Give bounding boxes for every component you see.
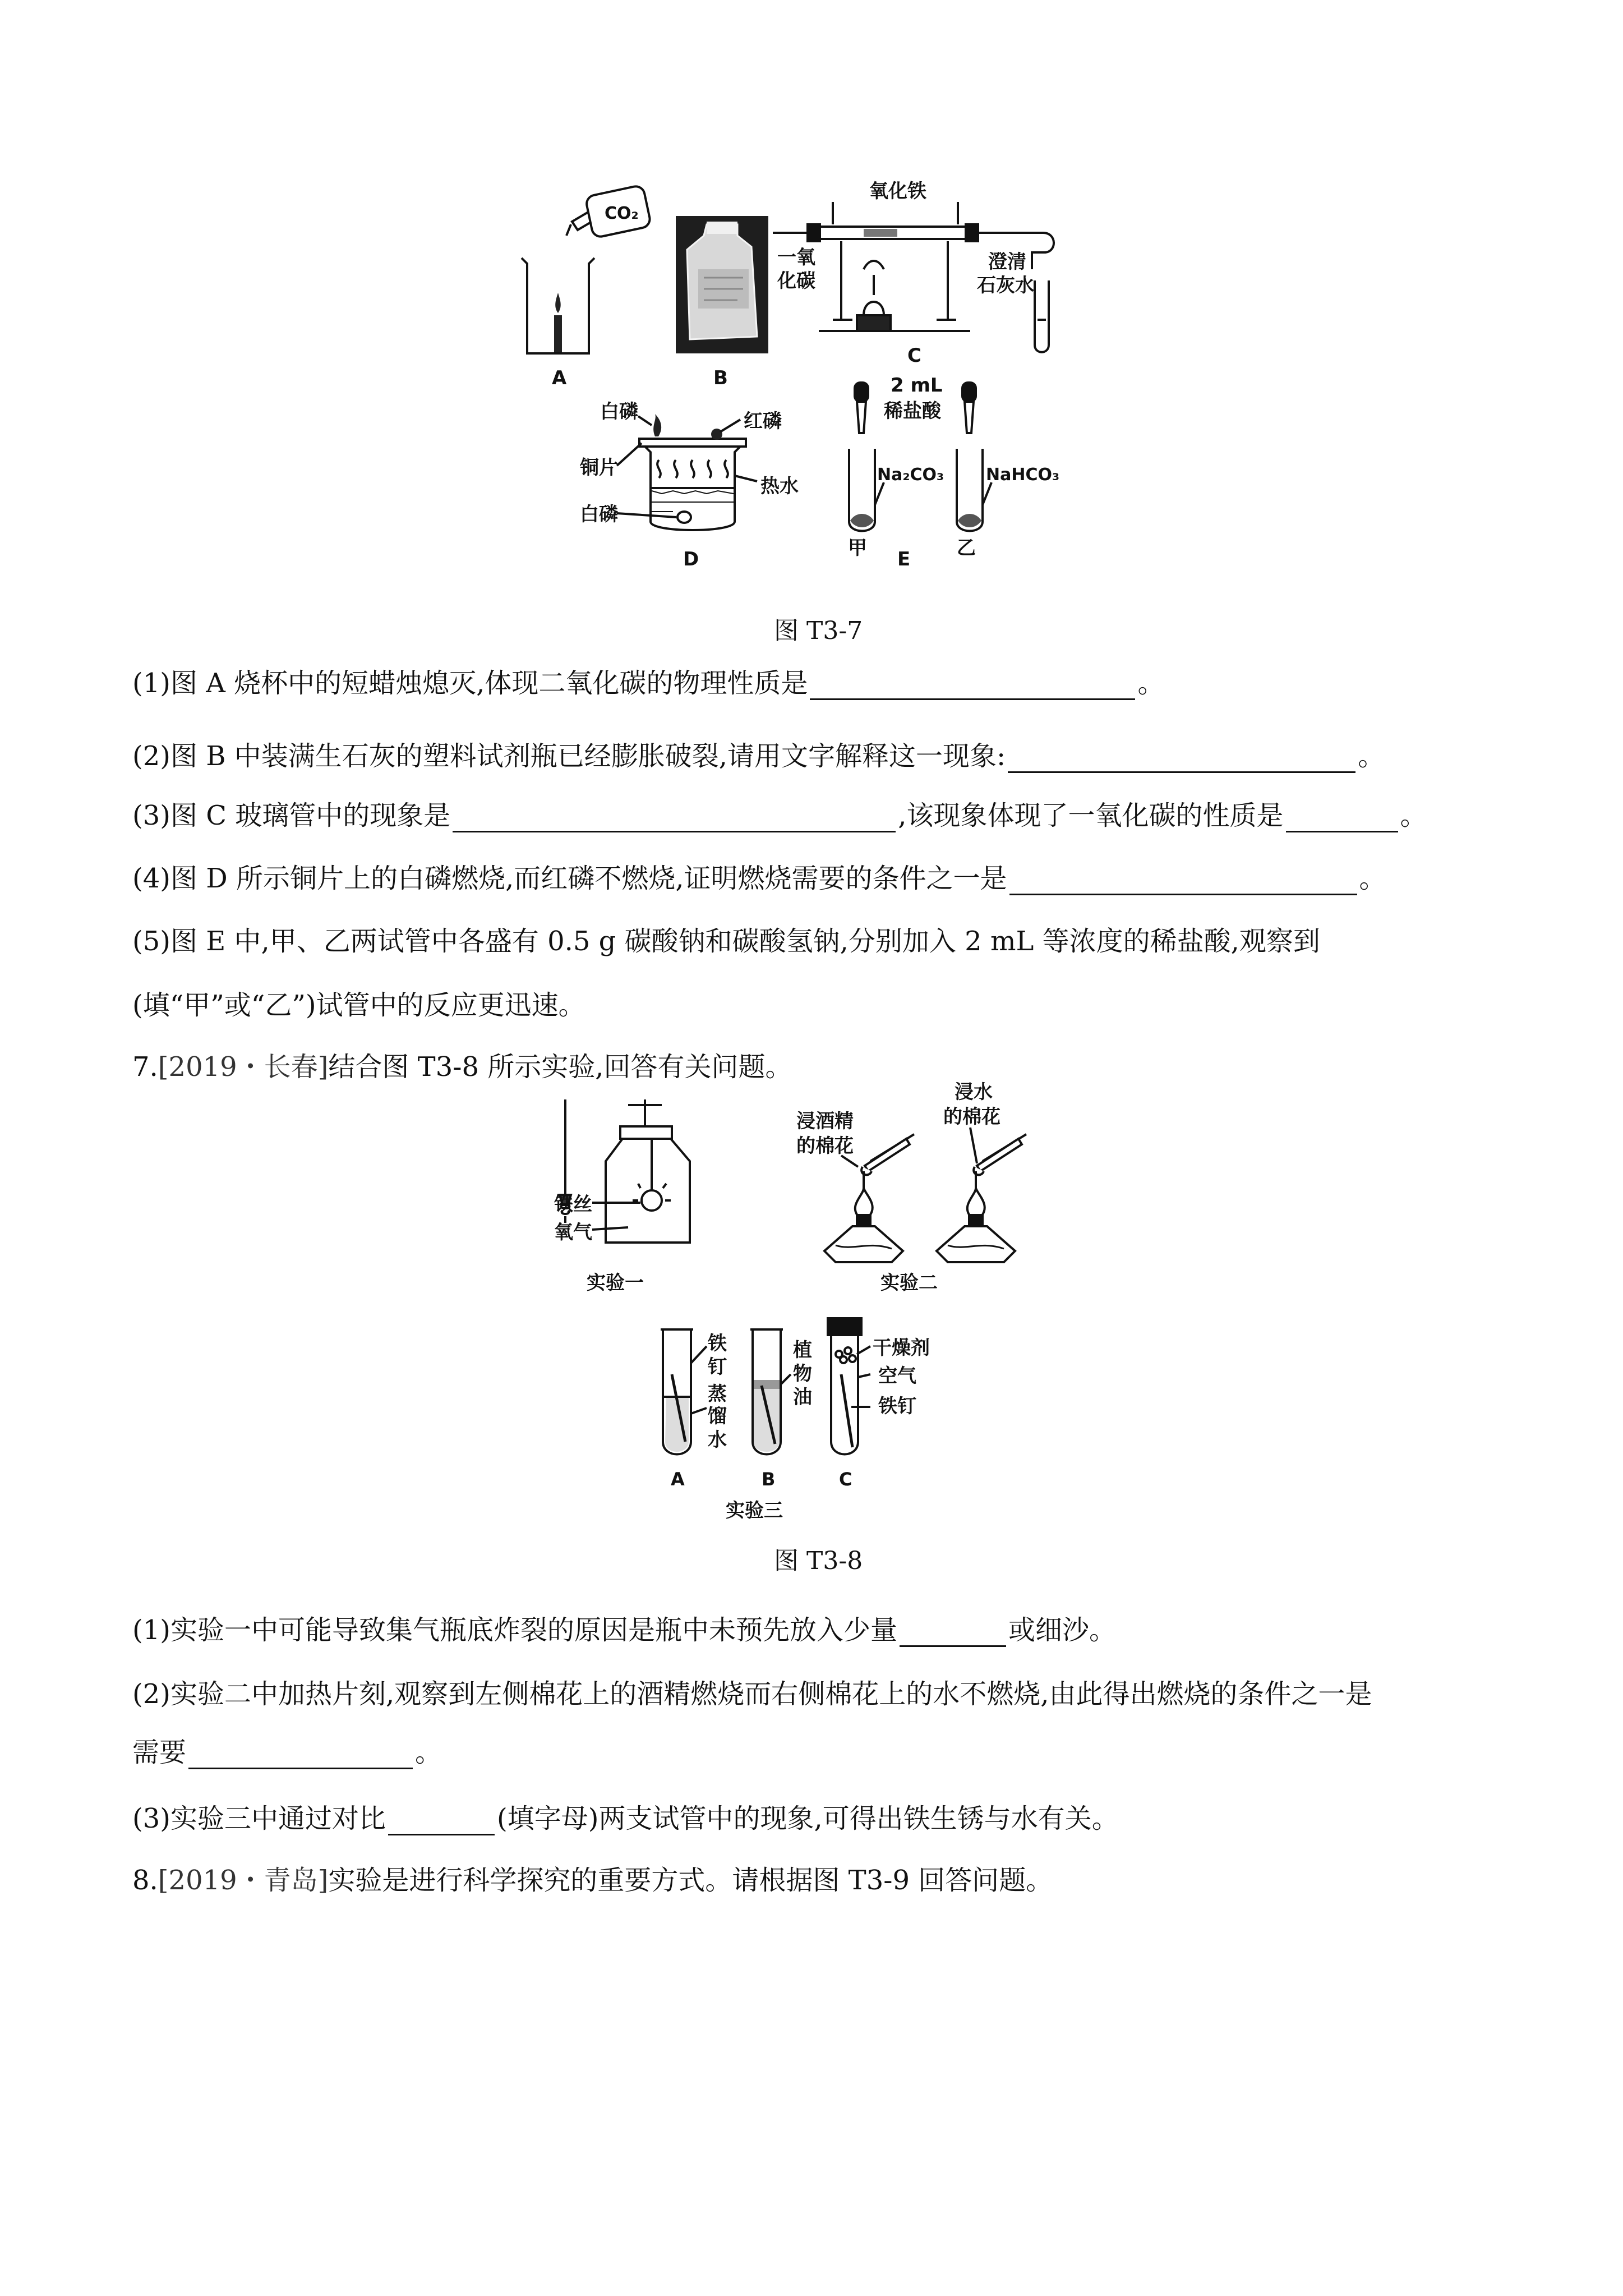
water-cotton-label-1: 浸水 (955, 1081, 993, 1103)
q6-part2-text: (2)图 B 中装满生石灰的塑料试剂瓶已经膨胀破裂,请用文字解释这一现象: (132, 740, 1006, 772)
figure-t3-7 (505, 168, 1122, 595)
alcohol-cotton-label-2: 的棉花 (796, 1135, 854, 1157)
apparatus-d (617, 414, 757, 530)
tube-a-label-1: 铁 (708, 1332, 727, 1355)
co-inlet-label-1: 一氧 (777, 246, 815, 269)
tube-c-letter: C (839, 1469, 852, 1490)
figure-t3-8 (522, 1083, 1094, 1526)
tube-yi-label: 乙 (957, 537, 976, 559)
q8-source: [2019・青岛] (158, 1865, 329, 1896)
letter-b: B (713, 367, 728, 389)
alcohol-cotton-label-1: 浸酒精 (796, 1110, 854, 1133)
tube-a-label-5: 水 (708, 1429, 727, 1451)
nahco3-label: NaHCO₃ (986, 465, 1060, 485)
hot-water-label: 热水 (760, 475, 799, 498)
experiment-3-title: 实验三 (726, 1499, 783, 1522)
q6-part5-text-a: (5)图 E 中,甲、乙两试管中各盛有 0.5 g 碳酸钠和碳酸氢钠,分别加入 2 mL 等浓度的稀盐酸,观察到 (132, 926, 1320, 957)
q7-part2-blank[interactable] (188, 1743, 413, 1769)
tube-c-label-air: 空气 (878, 1365, 916, 1387)
q7-part3 (132, 1802, 1119, 1835)
iron-wire-label: 铁丝 (554, 1193, 592, 1216)
q6-part1 (132, 666, 1164, 700)
figure-t3-7-caption: 图 T3-7 (774, 616, 863, 645)
na2co3-label: Na₂CO₃ (877, 465, 944, 485)
q6-part3-text-b: ,该现象体现了一氧化碳的性质是 (898, 800, 1284, 831)
q6-part1-end: 。 (1137, 668, 1165, 699)
tube-jia-label: 甲 (848, 537, 867, 559)
q6-part3-blank-b[interactable] (1286, 806, 1398, 832)
letter-c: C (907, 344, 921, 367)
tube-b-label-2: 物 (793, 1363, 812, 1385)
iron-oxide-label: 氧化铁 (869, 180, 926, 203)
white-phosphorus-water-label: 白磷 (580, 503, 618, 526)
q6-part2-blank[interactable] (1008, 747, 1355, 773)
tube-a-label-2: 钉 (708, 1356, 727, 1378)
letter-d: D (683, 548, 699, 570)
hcl-label: 稀盐酸 (884, 400, 941, 422)
q7-part3-text-b: (填字母)两支试管中的现象,可得出铁生锈与水有关。 (497, 1803, 1119, 1834)
limewater-label-2: 石灰水 (977, 274, 1034, 297)
q7-part2-line1 (132, 1677, 1372, 1711)
q6-part2 (132, 739, 1385, 773)
tube-c-label-desiccant: 干燥剂 (873, 1337, 930, 1359)
q6-part5-line2 (132, 988, 585, 1022)
q8-stem (132, 1864, 1053, 1897)
q6-part5-text-b: (填“甲”或“乙”)试管中的反应更迅速。 (132, 990, 585, 1021)
co2-label: CO₂ (605, 204, 639, 223)
experiment-2-title: 实验二 (880, 1272, 938, 1294)
q7-part2-line2 (132, 1736, 442, 1769)
red-phosphorus-label: 红磷 (744, 410, 782, 432)
q6-part3-end: 。 (1400, 800, 1427, 831)
experiment-1-title: 实验一 (587, 1272, 644, 1294)
q6-part3-text-a: (3)图 C 玻璃管中的现象是 (132, 800, 451, 831)
q6-part4-blank[interactable] (1009, 869, 1357, 895)
tube-b-letter: B (762, 1469, 776, 1490)
q8-number: 8. (132, 1865, 158, 1896)
q7-number: 7. (132, 1051, 158, 1083)
tube-b-label-3: 油 (793, 1386, 812, 1409)
hcl-amount-label: 2 mL (891, 374, 943, 397)
q6-part1-text: (1)图 A 烧杯中的短蜡烛熄灭,体现二氧化碳的物理性质是 (132, 668, 808, 699)
q7-part2-text-a: (2)实验二中加热片刻,观察到左侧棉花上的酒精燃烧而右侧棉花上的水不燃烧,由此得出燃烧的条件之一是 (132, 1678, 1372, 1710)
q6-part5-line1 (132, 924, 1320, 958)
q6-part4 (132, 862, 1386, 895)
tube-a-letter: A (671, 1469, 685, 1490)
q8-stem-text: 实验是进行科学探究的重要方式。请根据图 T3-9 回答问题。 (328, 1865, 1053, 1896)
experiment-3-apparatus (661, 1318, 870, 1455)
tube-a-label-3: 蒸 (708, 1383, 727, 1405)
q7-part3-text-a: (3)实验三中通过对比 (132, 1803, 386, 1834)
limewater-label-1: 澄清 (988, 251, 1026, 273)
q7-part2-text-b: 需要 (132, 1737, 187, 1768)
letter-a: A (552, 367, 567, 389)
q7-stem (132, 1050, 792, 1084)
q6-part1-blank[interactable] (810, 674, 1135, 700)
oxygen-label: 氧气 (554, 1221, 592, 1244)
q7-part1-text-b: 或细沙。 (1008, 1614, 1117, 1646)
q6-part3-blank-a[interactable] (453, 806, 896, 832)
experiment-2-apparatus (824, 1128, 1026, 1262)
tube-a-label-4: 馏 (708, 1405, 727, 1428)
tube-c-label-nail: 铁钉 (878, 1395, 916, 1418)
apparatus-b (676, 216, 768, 353)
q7-part2-end: 。 (415, 1737, 442, 1768)
white-phosphorus-top-label: 白磷 (600, 401, 638, 423)
q6-part4-text: (4)图 D 所示铜片上的白磷燃烧,而红磷不燃烧,证明燃烧需要的条件之一是 (132, 863, 1007, 894)
q7-part3-blank[interactable] (388, 1809, 495, 1835)
q6-part2-end: 。 (1358, 740, 1385, 772)
copper-plate-label: 铜片 (580, 457, 618, 479)
figure-t3-8-caption: 图 T3-8 (774, 1547, 863, 1575)
q7-part1 (132, 1613, 1116, 1647)
q7-source: [2019・长春] (158, 1051, 329, 1083)
q7-stem-text: 结合图 T3-8 所示实验,回答有关问题。 (328, 1051, 792, 1083)
letter-e: E (897, 548, 911, 570)
tube-b-label-1: 植 (793, 1339, 812, 1361)
co-inlet-label-2: 化碳 (777, 270, 815, 292)
q6-part4-end: 。 (1359, 863, 1386, 894)
q7-part1-blank[interactable] (900, 1621, 1006, 1647)
q7-part1-text-a: (1)实验一中可能导致集气瓶底炸裂的原因是瓶中未预先放入少量 (132, 1614, 897, 1646)
water-cotton-label-2: 的棉花 (943, 1106, 1000, 1128)
q6-part3 (132, 799, 1427, 832)
